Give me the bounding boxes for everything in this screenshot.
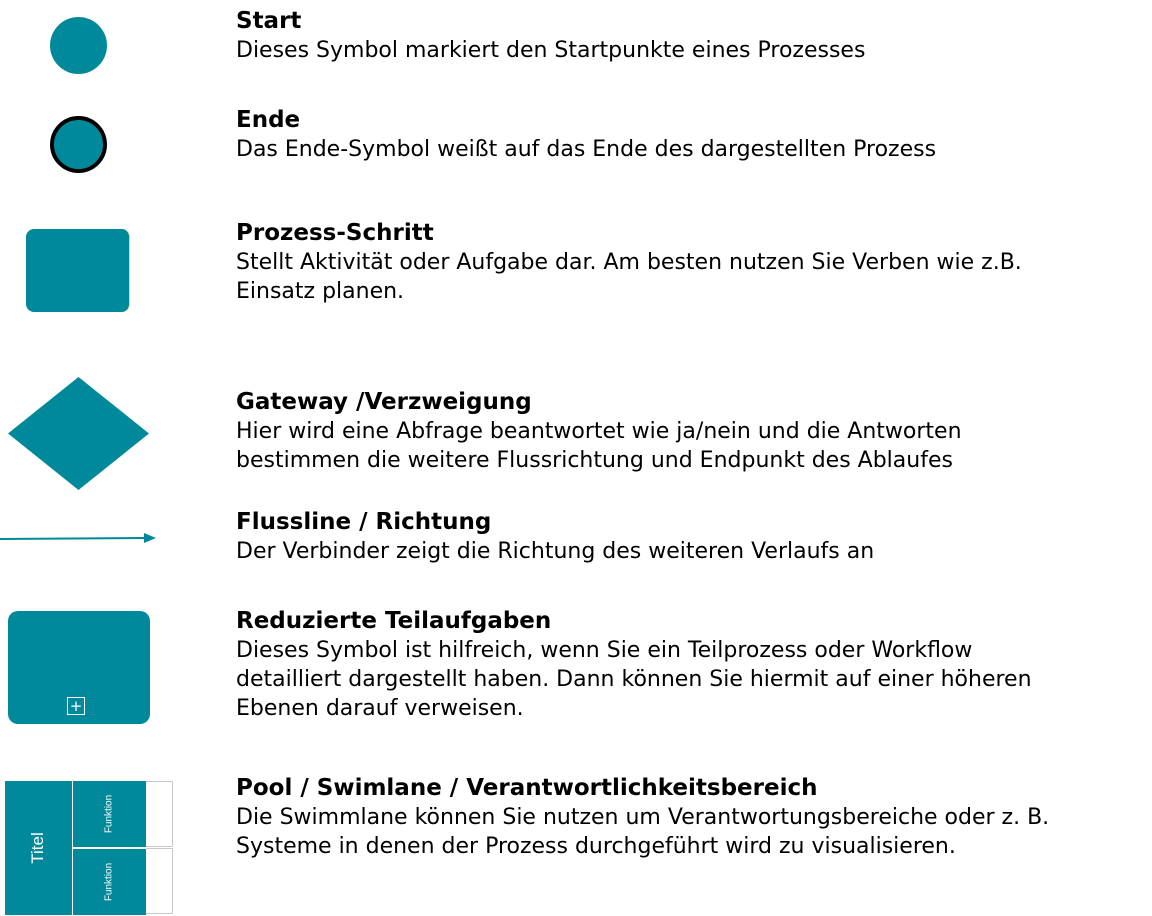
swimlane-area: [146, 781, 173, 847]
legend-title: Gateway /Verzweigung: [236, 389, 532, 415]
legend-item-gateway: [236, 388, 1141, 475]
pool-swimlane-icon: [5, 781, 174, 915]
legend-item-flow-line: [236, 508, 1141, 566]
flow-arrow-icon: [0, 528, 158, 548]
end-event-icon: [50, 116, 107, 173]
pool-title: Titel: [28, 832, 47, 864]
swimlane-label: Funktion: [103, 794, 115, 834]
swimlane-area: [146, 848, 173, 914]
process-step-icon: [26, 229, 130, 312]
legend-description: Dieses Symbol markiert den Startpunkte eines Prozesses: [236, 38, 866, 63]
pool-title-column: [5, 781, 73, 915]
legend-description: Der Verbinder zeigt die Richtung des weiteren Verlaufs an: [236, 539, 875, 564]
legend-description: Stellt Aktivität oder Aufgabe dar. Am besten nutzen Sie Verben wie z.B. Einsatz planen.: [236, 250, 1022, 304]
gateway-diamond-icon: [8, 377, 149, 490]
swimlane: [73, 849, 146, 915]
legend-item-end: [236, 106, 1141, 164]
legend-item-start: [236, 7, 1141, 65]
legend-description: Die Swimmlane können Sie nutzen um Verantwortungsbereiche oder z. B. Systeme in denen der Prozess durchgeführt wird zu visualisieren.: [236, 805, 1050, 859]
legend-description: Das Ende-Symbol weißt auf das Ende des dargestellten Prozess: [236, 137, 937, 162]
legend-title: Reduzierte Teilaufgaben: [236, 608, 552, 634]
start-event-icon: [50, 17, 107, 74]
legend-item-pool: [236, 774, 1141, 861]
collapsed-subprocess-icon: [8, 611, 150, 724]
legend-description: Hier wird eine Abfrage beantwortet wie ja/nein und die Antworten bestimmen die weitere Flussrichtung und Endpunkt des Ablaufes: [236, 419, 962, 473]
legend-title: Flussline / Richtung: [236, 509, 492, 535]
legend-description: Dieses Symbol ist hilfreich, wenn Sie ein Teilprozess oder Workflow detailliert dargestellt haben. Dann können Sie hiermit auf einer höheren Ebenen darauf verweisen.: [236, 638, 1032, 721]
legend-title: Prozess-Schritt: [236, 220, 434, 246]
plus-icon: +: [67, 697, 85, 715]
legend-item-subprocess: [236, 607, 1141, 723]
legend-item-process-step: [236, 219, 1141, 306]
swimlane-label: Funktion: [103, 862, 115, 902]
legend-title: Ende: [236, 107, 301, 133]
legend-title: Pool / Swimlane / Verantwortlichkeitsbereich: [236, 775, 818, 801]
swimlane: [73, 781, 146, 847]
legend-title: Start: [236, 8, 302, 34]
